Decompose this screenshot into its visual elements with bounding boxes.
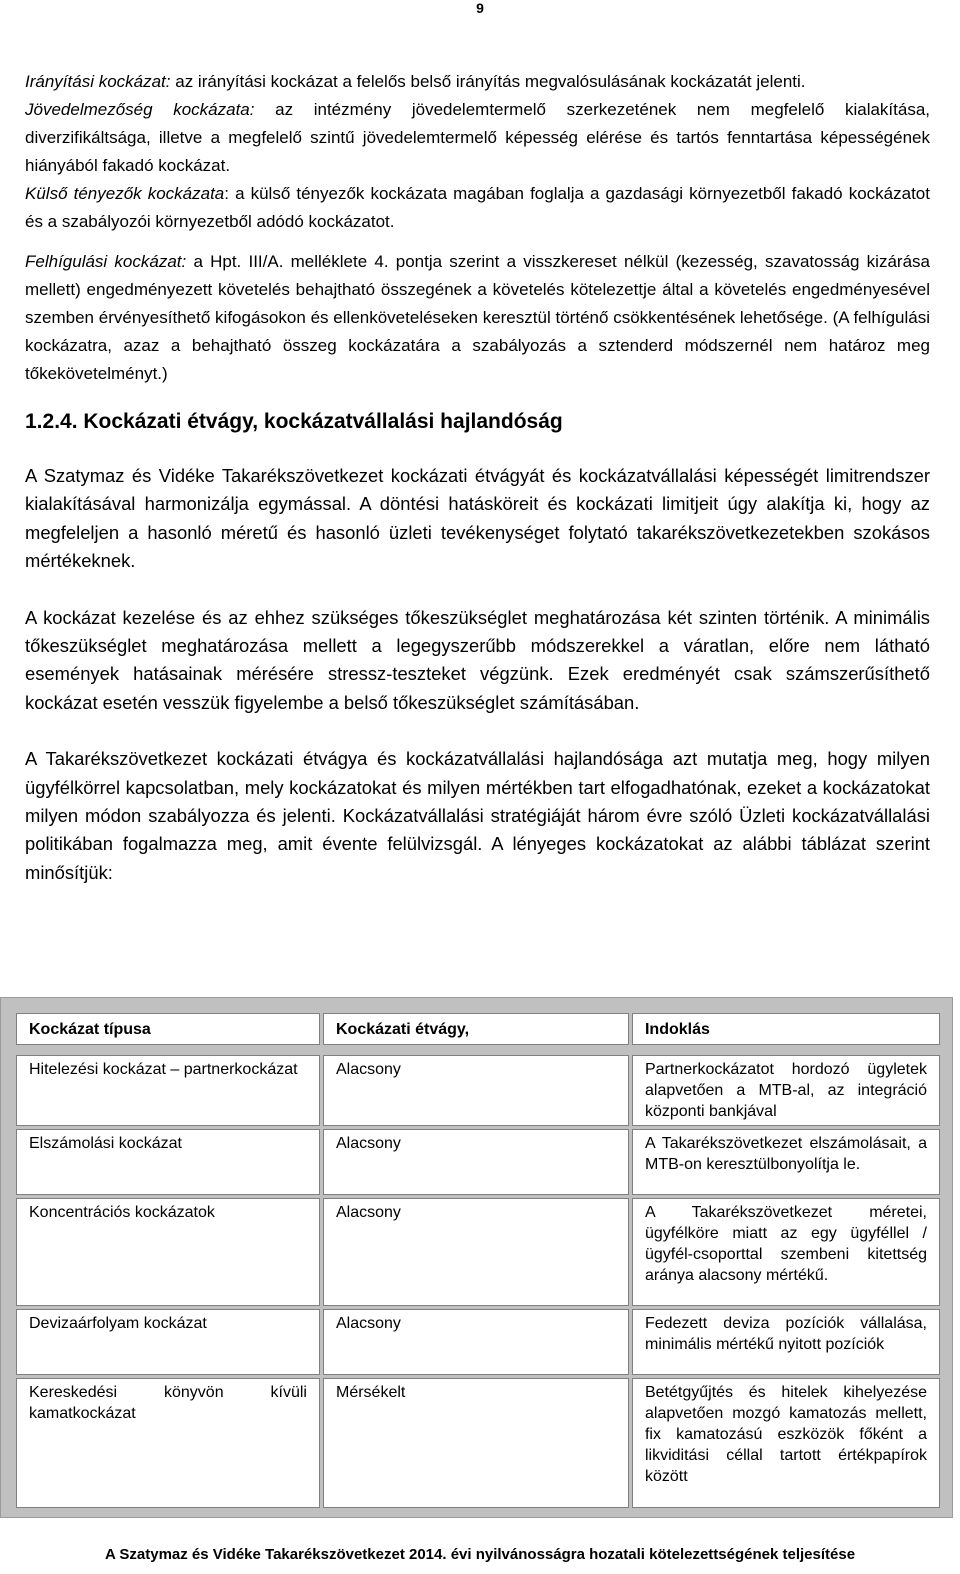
page-footer: A Szatymaz és Vidéke Takarékszövetkezet 2014. évi nyilvánosságra hozatali kötelezettségének teljesítése	[104, 1546, 856, 1563]
table-cell: Fedezett deviza pozíciók vállalása, minimális mértékű nyitott pozíciók	[632, 1309, 940, 1375]
page-number: 9	[476, 0, 484, 16]
definition-text: az irányítási kockázat a felelős belső irányítás megvalósulásának kockázatát jelenti.	[170, 72, 806, 91]
definition-jovedelmezoseg	[25, 96, 930, 180]
table-cell: Betétgyűjtés és hitelek kihelyezése alapvetően mozgó kamatozás mellett, fix kamatozású eszközök főként a likviditási céllal tartott értékpapírok között	[632, 1378, 940, 1508]
body-paragraph: A Szatymaz és Vidéke Takarékszövetkezet kockázati étvágyát és kockázatvállalási képességét limitrendszer kialakításával harmonizálja egymással. A döntési hatásköreit és kockázati limitjeit úgy alakítja ki, hogy az megfeleljen a hasonló méretű és hasonló üzleti tevékenységet folytató takarékszövetkezetekben szokásos mértékeknek.	[25, 465, 930, 572]
table-cell: A Takarékszövetkezet elszámolásait, a MTB-on keresztülbonyolítja le.	[632, 1129, 940, 1195]
table-cell: Mérsékelt	[323, 1378, 629, 1508]
definition-text: az intézmény jövedelemtermelő szerkezetének nem megfelelő kialakítása, diverzifikáltsága, illetve a megfelelő szintű jövedelemtermelő képesség elérése és tartós fenntartása képességének hiányából fakadó kockázat.	[25, 100, 931, 175]
table-cell: Devizaárfolyam kockázat	[16, 1309, 320, 1375]
definition-felhigulasi	[25, 248, 930, 388]
table-cell: Alacsony	[323, 1198, 629, 1306]
table-header-row	[16, 1013, 940, 1045]
table-cell: Alacsony	[323, 1055, 629, 1126]
definition-term: Felhígulási kockázat:	[25, 252, 187, 271]
table-row	[16, 1198, 940, 1306]
body-paragraph: A Takarékszövetkezet kockázati étvágya és kockázatvállalási hajlandósága azt mutatja meg, hogy milyen ügyfélkörrel kapcsolatban, mely kockázatokat és milyen mértékben tart elfogadhatónak, ezeket a kockázatokat milyen módon szabályozza és jelenti. Kockázatvállalási stratégiáját három évre szóló Üzleti kockázatvállalási politikában fogalmazza meg, amit évente felülvizsgál. A lényeges kockázatokat az alábbi táblázat szerint minősítjük:	[25, 748, 930, 883]
table-row	[16, 1309, 940, 1375]
table-cell: Elszámolási kockázat	[16, 1129, 320, 1195]
table-cell: A Takarékszövetkezet méretei, ügyfélköre miatt az egy ügyféllel / ügyfél-csoporttal szembeni kitettség aránya alacsony mértékű.	[632, 1198, 940, 1306]
header-cell: Kockázat típusa	[16, 1013, 320, 1045]
table-cell: Partnerkockázatot hordozó ügyletek alapvetően a MTB-al, az integráció központi bankjával	[632, 1055, 940, 1126]
definition-text: : a külső tényezők kockázata magában foglalja a gazdasági környezetből fakadó kockázatot és a szabályozói környezetből adódó kockázatot.	[25, 184, 930, 231]
table-row	[16, 1378, 940, 1508]
table-row	[16, 1129, 940, 1195]
risk-table-frame	[0, 997, 953, 1518]
table-cell: Hitelezési kockázat – partnerkockázat	[16, 1055, 320, 1126]
definition-term: Jövedelmezőség kockázata:	[25, 100, 255, 119]
risk-table	[13, 1010, 943, 1511]
table-cell: Koncentrációs kockázatok	[16, 1198, 320, 1306]
table-cell: Alacsony	[323, 1309, 629, 1375]
definition-iranyitasi	[25, 68, 930, 96]
section-heading: 1.2.4. Kockázati étvágy, kockázatvállalási hajlandóság	[25, 410, 563, 433]
table-cell: Alacsony	[323, 1129, 629, 1195]
table-cell: Kereskedési könyvön kívüli kamatkockázat	[16, 1378, 320, 1508]
table-row	[16, 1055, 940, 1126]
body-paragraph: A kockázat kezelése és az ehhez szükséges tőkeszükséglet meghatározása két szinten történik. A minimális tőkeszükséglet meghatározása mellett a legegyszerűbb módszerekkel a váratlan, előre nem látható események hatásainak mérésére stressz-teszteket végzünk. Ezek eredményét csak számszerűsíthető kockázat esetén vesszük figyelembe a belső tőkeszükséglet számításában.	[25, 606, 930, 713]
definition-kulso	[25, 180, 930, 236]
definition-text: a Hpt. III/A. melléklete 4. pontja szerint a visszkereset nélkül (kezesség, szavatosság kizárása mellett) engedményezett követelés behajtható összegének a követelés kötelezettje által a követelés engedményesével szemben érvényesíthető kifogásokon és ellenköveteléseken keresztül történő csökkentésének lehetősége. (A felhígulási kockázatra, azaz a behajtható összeg kockázatára a szabályozás a sztenderd módszernél nem határoz meg tőkekövetelményt.)	[25, 252, 930, 383]
header-cell: Kockázati étvágy,	[323, 1013, 629, 1045]
document-body	[25, 68, 930, 887]
definition-term: Irányítási kockázat:	[25, 72, 171, 91]
header-cell: Indoklás	[632, 1013, 940, 1045]
definition-term: Külső tényezők kockázata	[25, 184, 225, 203]
